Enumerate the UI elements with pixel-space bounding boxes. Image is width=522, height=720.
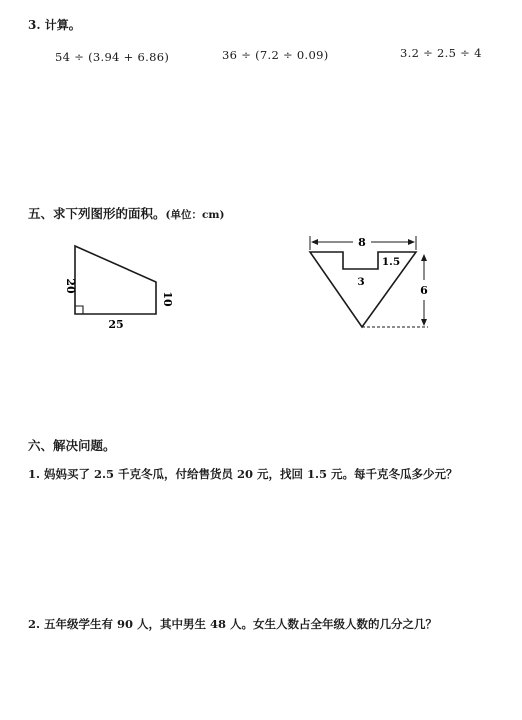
problem-1: 1. 妈妈买了 2.5 千克冬瓜，付给售货员 20 元，找回 1.5 元。每千克冬瓜多少元？ [28,467,458,481]
top-dim-arrow-right [408,239,415,245]
trapezoid-left-label: 20 [64,278,77,294]
trapezoid-bottom-label: 25 [108,318,124,331]
section6-title: 六、解决问题。 [28,438,116,453]
notch-depth-label: 3 [357,276,365,288]
expression-1: 54 ÷ (3.94 + 6.86) [55,50,170,64]
section5-title-text: 五、求下列图形的面积。 [28,206,166,221]
height-arrow-down [421,319,427,326]
height-arrow-up [421,254,427,261]
expression-2: 36 ÷ (7.2 ÷ 0.09) [222,48,329,62]
problem-2: 2. 五年级学生有 90 人，其中男生 48 人。女生人数占全年级人数的几分之几？ [28,617,438,631]
top-width-label: 8 [358,236,366,249]
top-dim-arrow-left [311,239,318,245]
trapezoid-right-label: 10 [161,291,174,307]
calc-heading: 3. 计算。 [28,18,81,32]
notch-width-label: 1.5 [381,256,401,268]
unit-note: (单位：cm) [165,209,225,221]
expression-3: 3.2 ÷ 2.5 ÷ 4 [400,46,482,60]
height-label: 6 [420,284,428,297]
